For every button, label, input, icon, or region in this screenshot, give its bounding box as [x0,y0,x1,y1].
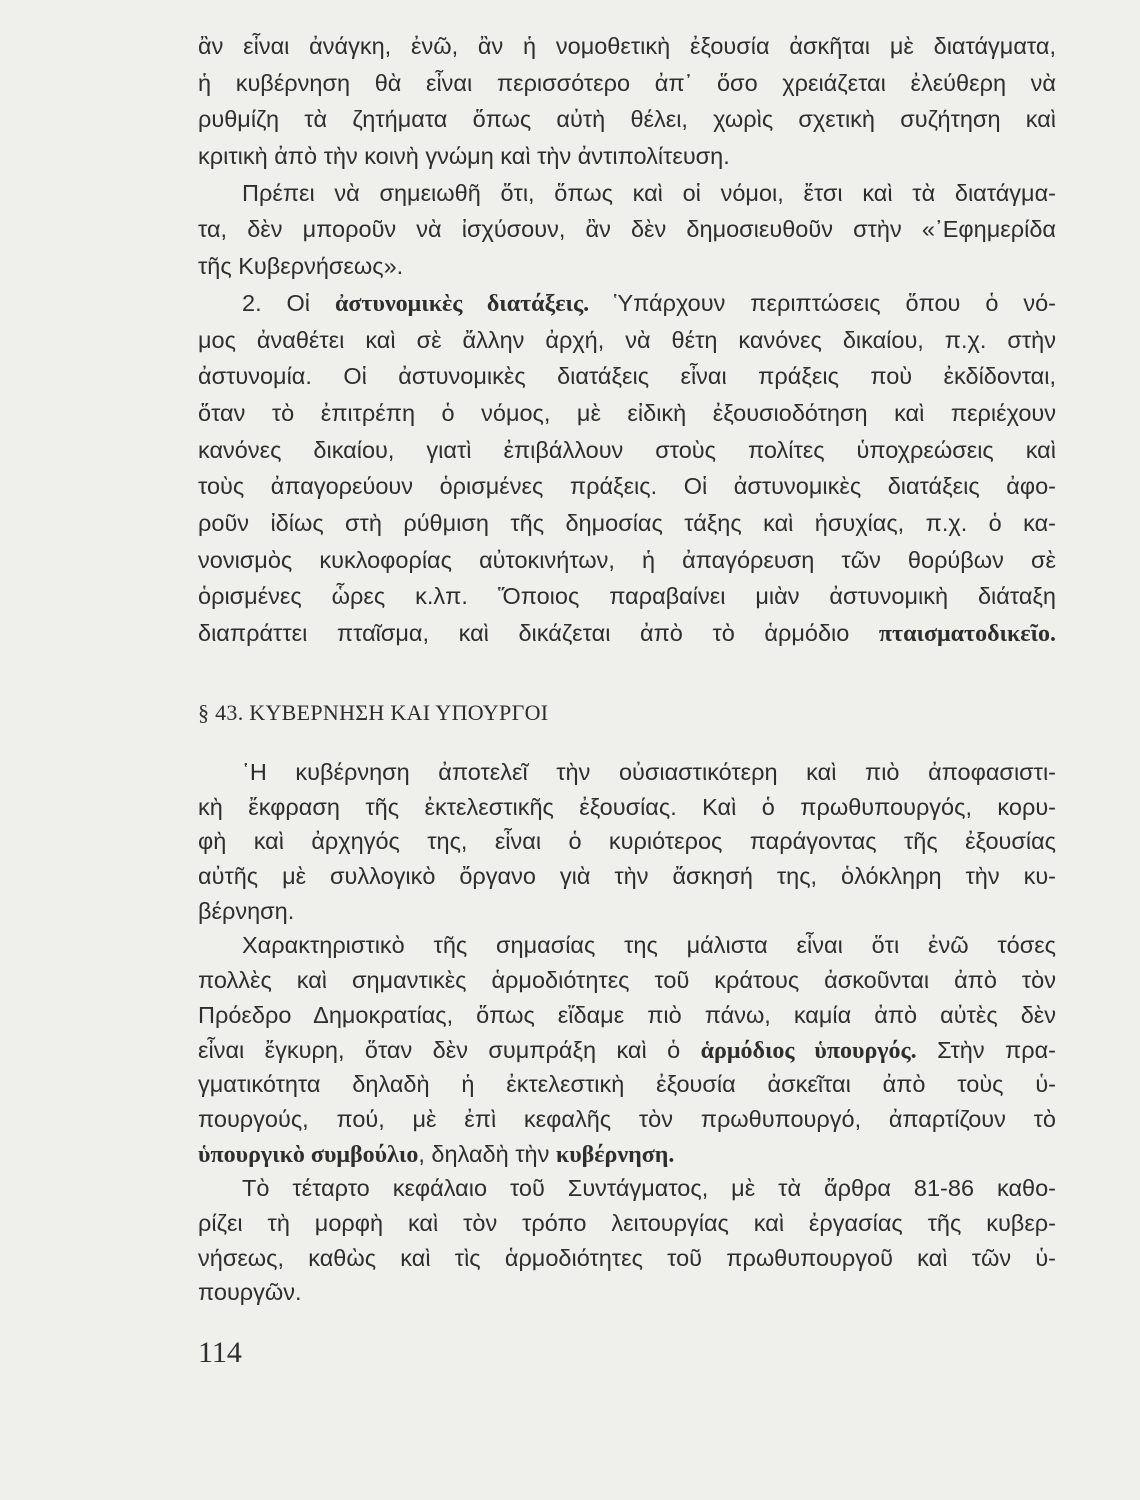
text-segment: Πρέπει νὰ σημειωθῆ ὅτι, ὅπως καὶ οἱ νόμοι, ἔτσι καὶ τὰ διατάγμα- [242,179,1056,206]
text-line [198,65,1056,102]
text-segment: ὁρισμένες ὧρες κ.λπ. Ὅποιος παραβαίνει μιὰν ἀστυνομικὴ διάταξη [198,583,1056,610]
text-line [198,1206,1056,1241]
bold-term: ἁρμόδιος ὑπουργός. [700,1037,917,1064]
bold-term: πταισματοδικεῖο. [878,621,1056,647]
text-line [198,248,1056,285]
text-line [198,1033,1056,1068]
text-segment: κανόνες δικαίου, γιατὶ ἐπιβάλλουν στοὺς πολίτες ὑποχρεώσεις καὶ [198,436,1056,463]
text-segment: τα, δὲν μποροῦν νὰ ἰσχύσουν, ἂν δὲν δημοσιευθοῦν στὴν «᾿Εφημερίδα [198,216,1056,243]
text-line [198,1241,1056,1276]
text-segment: νήσεως, καθὼς καὶ τὶς ἁρμοδιότητες τοῦ πρωθυπουργοῦ καὶ τῶν ὑ- [198,1244,1056,1271]
text-line [198,1137,1056,1172]
text-line [198,101,1056,138]
text-line [198,963,1056,998]
text-segment: ἀστυνομία. Οἱ ἀστυνομικὲς διατάξεις εἶναι πράξεις ποὺ ἐκδίδονται, [198,363,1056,390]
text-line [198,285,1056,322]
text-segment: Χαρακτηριστικὸ τῆς σημασίας της μάλιστα εἶναι ὅτι ἐνῶ τόσες [242,932,1056,959]
text-line [198,211,1056,248]
paragraph [198,928,1056,1171]
text-segment: κριτικὴ ἀπὸ τὴν κοινὴ γνώμη καὶ τὴν ἀντιπολίτευση. [198,143,730,170]
body-text-top [198,28,1056,652]
text-line [198,928,1056,963]
text-segment: ροῦν ἰδίως στὴ ρύθμιση τῆς δημοσίας τάξης καὶ ἡσυχίας, π.χ. ὁ κα- [198,509,1056,536]
text-segment: ὅταν τὸ ἐπιτρέπη ὁ νόμος, μὲ εἰδικὴ ἐξουσιοδότηση καὶ περιέχουν [198,399,1056,426]
text-line [198,615,1056,652]
text-line [198,1275,1056,1310]
paragraph [198,175,1056,285]
text-line [198,578,1056,615]
text-line [198,322,1056,359]
text-segment: ρίζει τὴ μορφὴ καὶ τὸν τρόπο λειτουργίας καὶ ἐργασίας τῆς κυβερ- [198,1209,1056,1236]
text-segment: 2. Οἱ [242,289,335,316]
text-segment: Στὴν πρα- [916,1036,1056,1063]
text-line [198,175,1056,212]
bold-term: ἀστυνομικὲς διατάξεις. [334,290,590,317]
text-segment: φὴ καὶ ἀρχηγός της, εἶναι ὁ κυριότερος παράγοντας τῆς ἐξουσίας [198,828,1056,855]
text-line [198,505,1056,542]
text-segment: Πρόεδρο Δημοκρατίας, ὅπως εἴδαμε πιὸ πάνω, καμία ἀπὸ αὐτὲς δὲν [198,1001,1056,1028]
text-line [198,468,1056,505]
text-line [198,1067,1056,1102]
text-line [198,358,1056,395]
text-segment: γματικότητα δηλαδὴ ἡ ἐκτελεστικὴ ἐξουσία ἀσκεῖται ἀπὸ τοὺς ὑ- [198,1071,1056,1098]
text-line [198,894,1056,929]
text-line [198,755,1056,790]
text-line [198,859,1056,894]
text-segment: μος ἀναθέτει καὶ σὲ ἄλλην ἀρχή, νὰ θέτη κανόνες δικαίου, π.χ. στὴν [198,326,1056,353]
text-line [198,1102,1056,1137]
text-line [198,1171,1056,1206]
text-line [198,542,1056,579]
text-segment: πολλὲς καὶ σημαντικὲς ἁρμοδιότητες τοῦ κράτους ἀσκοῦνται ἀπὸ τὸν [198,967,1056,994]
text-segment: αὐτῆς μὲ συλλογικὸ ὄργανο γιὰ τὴν ἄσκησή της, ὁλόκληρη τὴν κυ- [198,863,1056,890]
section-heading: § 43. ΚΥΒΕΡΝΗΣΗ ΚΑΙ ΥΠΟΥΡΓΟΙ [198,700,549,725]
text-segment: ἂν εἶναι ἀνάγκη, ἐνῶ, ἂν ἡ νομοθετικὴ ἐξουσία ἀσκῆται μὲ διατάγματα, [198,33,1056,59]
text-segment: εἶναι ἔγκυρη, ὅταν δὲν συμπράξη καὶ ὁ [198,1036,701,1063]
text-segment: Τὸ τέταρτο κεφάλαιο τοῦ Συντάγματος, μὲ τὰ ἄρθρα 81-86 καθο- [242,1175,1056,1202]
text-segment: ἡ κυβέρνηση θὰ εἶναι περισσότερο ἀπ᾽ ὅσο χρειάζεται ἐλεύθερη νὰ [198,69,1056,96]
text-segment: , δηλαδὴ τὴν [418,1140,556,1167]
text-line [198,138,1056,175]
text-line [198,790,1056,825]
text-line [198,28,1056,65]
text-line [198,432,1056,469]
text-line [198,395,1056,432]
text-segment: νονισμὸς κυκλοφορίας αὐτοκινήτων, ἡ ἀπαγόρευση τῶν θορύβων σὲ [198,546,1056,573]
page-number: 114 [198,1336,242,1369]
text-segment: ρυθμίζη τὰ ζητήματα ὅπως αὐτὴ θέλει, χωρὶς σχετικὴ συζήτηση καὶ [198,106,1056,133]
text-segment: ῾Η κυβέρνηση ἀποτελεῖ τὴν οὐσιαστικότερη καὶ πιὸ ἀποφασιστι- [242,759,1056,785]
paragraph [198,285,1056,652]
text-segment: τῆς Κυβερνήσεως». [198,253,404,280]
bold-term: κυβέρνηση. [555,1141,675,1168]
text-segment: πουργῶν. [198,1279,302,1306]
text-segment: κὴ ἔκφραση τῆς ἐκτελεστικῆς ἐξουσίας. Καὶ ὁ πρωθυπουργός, κορυ- [198,793,1056,820]
bold-term: ὑπουργικὸ συμβούλιο [198,1141,419,1168]
body-text-bottom [198,755,1056,1310]
paragraph [198,28,1056,175]
text-segment: τοὺς ἀπαγορεύουν ὁρισμένες πράξεις. Οἱ ἀστυνομικὲς διατάξεις ἀφο- [198,473,1056,500]
text-line [198,824,1056,859]
text-line [198,998,1056,1033]
paragraph [198,1171,1056,1310]
paragraph [198,755,1056,928]
text-segment: βέρνηση. [198,897,295,924]
text-segment: πουργούς, πού, μὲ ἐπὶ κεφαλῆς τὸν πρωθυπουργό, ἀπαρτίζουν τὸ [198,1105,1056,1132]
text-segment: διαπράττει πταῖσμα, καὶ δικάζεται ἀπὸ τὸ ἁρμόδιο [198,620,879,646]
text-segment: Ὑπάρχουν περιπτώσεις ὅπου ὁ νό- [589,289,1056,316]
